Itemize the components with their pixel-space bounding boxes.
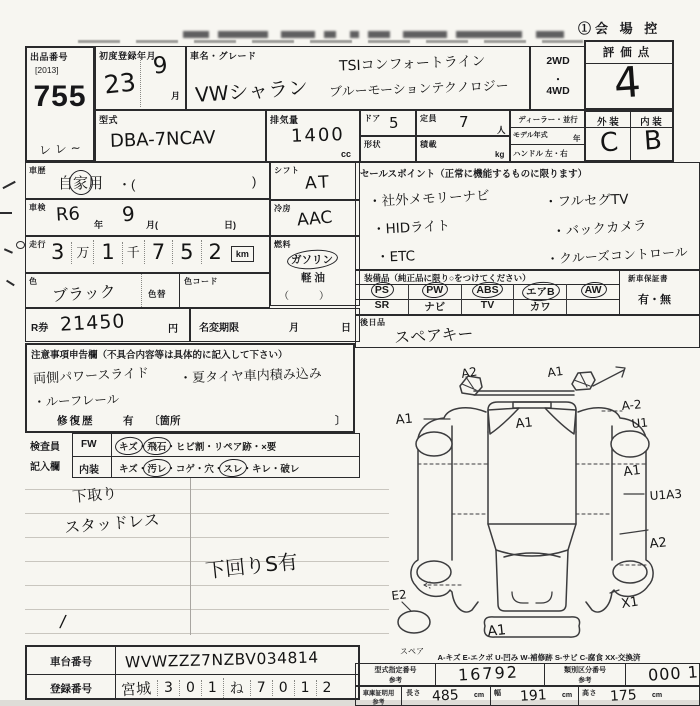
inspection-month: 9 bbox=[121, 201, 136, 227]
mark-rear-right: X1 bbox=[620, 594, 640, 612]
garage-cert-labels: 車庫証明用 参考 bbox=[356, 687, 402, 705]
chassis-value: WVWZZZ7NZBV034814 bbox=[124, 648, 319, 672]
interior-options: キズ・汚レ・コゲ・穴・スレ・キレ・破レ bbox=[119, 461, 299, 475]
color-code-divider bbox=[179, 274, 180, 307]
fuel-box bbox=[270, 236, 360, 306]
notice-box bbox=[25, 343, 355, 433]
venue-copy-label: ①会 場 控 bbox=[578, 21, 662, 36]
garage-cert-table bbox=[355, 686, 700, 706]
mark-spare: E2 bbox=[390, 587, 408, 603]
aircon-box bbox=[270, 200, 360, 236]
model-year-row: モデル年式 bbox=[513, 132, 548, 139]
note-3: 下回りS有 bbox=[204, 549, 299, 583]
stray-pen-mark bbox=[2, 181, 15, 189]
fuel-label: 燃料 bbox=[274, 240, 291, 249]
lot-year-note: [2013] bbox=[35, 65, 59, 75]
sales-item-1: ・社外メモリーナビ bbox=[367, 187, 490, 211]
vehicle-name-box bbox=[186, 46, 530, 110]
score-label: 評価点 bbox=[586, 44, 672, 64]
displacement-unit: cc bbox=[341, 149, 352, 159]
inspection-day-unit: 日) bbox=[224, 220, 236, 230]
registration-label: 登録番号 bbox=[50, 683, 92, 695]
repair-history-close: 〕 bbox=[335, 415, 346, 427]
inspection-era: R6 bbox=[55, 203, 81, 226]
ruled-line bbox=[25, 537, 389, 538]
notice-line-1b: ・夏タイヤ車内積み込み bbox=[178, 366, 323, 387]
shift-box bbox=[270, 162, 360, 200]
length-unit: cm bbox=[474, 692, 485, 699]
notes-divider-line bbox=[190, 478, 191, 635]
ext-int-box bbox=[584, 110, 674, 162]
color-code-label: 色コード bbox=[184, 277, 218, 286]
color-change-label: 色替 bbox=[148, 289, 167, 299]
equipment-row-1: PS PW ABS エアB AW bbox=[356, 284, 619, 299]
score-box bbox=[584, 40, 674, 110]
model-year-unit: 年 bbox=[573, 134, 581, 143]
lot-checkmarks: レ レ ~ bbox=[38, 140, 82, 158]
handle-row: ハンドル 左・右 bbox=[513, 149, 568, 158]
stray-pen-mark bbox=[0, 212, 12, 214]
class-designation-labels: 類別区分番号 参考 bbox=[544, 664, 626, 685]
warranty-label: 新車保証書 bbox=[628, 274, 668, 283]
mark-rear-bumper: A1 bbox=[486, 622, 507, 640]
displacement-box bbox=[266, 110, 360, 162]
first-registration-month-cell bbox=[140, 51, 183, 107]
inspection-year-unit: 年 bbox=[94, 220, 104, 230]
width-unit: cm bbox=[562, 692, 573, 699]
width-value: 191 bbox=[519, 687, 548, 705]
exterior-label: 外 装 bbox=[597, 117, 619, 128]
damage-legend: A-キズ E-エクボ U-凹み W-補修跡 S-サビ C-腐食 XX-交換済 bbox=[437, 653, 641, 662]
shift-label: シフト bbox=[274, 166, 300, 175]
mark-mirror-left: A2 bbox=[460, 364, 479, 381]
r-ticket-label: R券 bbox=[31, 323, 49, 334]
r-ticket-value: 21450 bbox=[59, 310, 126, 336]
chassis-table bbox=[25, 645, 360, 700]
r-ticket-unit: 円 bbox=[168, 324, 178, 335]
displacement-value: 1400 bbox=[290, 124, 346, 147]
repair-history-label: 修復歴 bbox=[57, 415, 95, 427]
mileage-unit: km bbox=[231, 246, 254, 262]
damage-diagram bbox=[388, 364, 700, 658]
month-unit: 月 bbox=[171, 91, 181, 101]
load-unit: kg bbox=[495, 150, 505, 159]
inspector-table bbox=[72, 433, 360, 478]
inspection-month-unit: 月( bbox=[146, 220, 158, 230]
doors-label: ドア bbox=[364, 114, 381, 123]
inspection-box bbox=[25, 199, 270, 236]
mark-mirror-right: A1 bbox=[546, 363, 565, 380]
fuel-paren: （ ） bbox=[279, 291, 329, 302]
stray-pen-mark bbox=[4, 248, 13, 253]
name-change-box bbox=[190, 308, 360, 342]
later-items-label: 後日品 bbox=[360, 318, 386, 327]
designation-table bbox=[355, 663, 700, 686]
length-label: 長さ bbox=[406, 690, 421, 697]
mark-door-right: A1 bbox=[622, 462, 642, 480]
mark-quarter-right: A2 bbox=[648, 535, 668, 552]
lot-number-box bbox=[25, 46, 95, 162]
stray-pen-mark bbox=[6, 280, 14, 286]
first-registration-year: 23 bbox=[102, 67, 138, 100]
name-change-label: 名変期限 bbox=[199, 323, 239, 334]
warranty-value: 有・無 bbox=[638, 294, 671, 306]
inspector-label-1: 検査員 bbox=[30, 442, 60, 453]
ruled-line bbox=[25, 585, 389, 586]
name-change-month: 月 bbox=[289, 323, 299, 334]
history-paren-close: ) bbox=[252, 174, 257, 189]
height-unit: cm bbox=[652, 692, 663, 699]
interior-grade: B bbox=[642, 125, 663, 157]
sales-item-6: ・クルーズコントロール bbox=[545, 245, 689, 268]
model-code-label: 型式 bbox=[99, 115, 119, 125]
fuel-gasoline: ガソリン bbox=[291, 254, 333, 266]
mileage-digits: 3 万 1 千 7 5 2 km bbox=[44, 240, 254, 264]
note-slash: / bbox=[58, 611, 68, 633]
chassis-label: 車台番号 bbox=[50, 656, 92, 668]
exterior-grade: C bbox=[598, 127, 620, 159]
model-code-value: DBA-7NCAV bbox=[109, 127, 216, 152]
color-label: 色 bbox=[29, 277, 38, 286]
fuel-diesel: 軽 油 bbox=[301, 272, 325, 284]
shift-value: AT bbox=[304, 172, 333, 194]
notice-header: 注意事項申告欄（不具合内容等は具体的に記入して下さい） bbox=[31, 350, 288, 361]
doors-box bbox=[360, 110, 416, 136]
shape-box bbox=[360, 136, 416, 162]
shape-label: 形状 bbox=[364, 140, 381, 149]
history-box bbox=[25, 162, 270, 199]
capacity-unit: 人 bbox=[497, 125, 506, 135]
sales-points-box bbox=[355, 162, 700, 270]
equipment-row-2: SR ナビ TV カワ bbox=[356, 299, 619, 314]
inspector-label-2: 記入欄 bbox=[30, 462, 60, 473]
drive-4wd: 4WD bbox=[546, 85, 570, 97]
history-paren-open: ・( bbox=[118, 177, 136, 192]
later-items-value: スペアキー bbox=[393, 323, 474, 348]
sales-item-3: ・HIDライト bbox=[371, 217, 451, 239]
vehicle-name-label: 車名・グレード bbox=[190, 51, 257, 61]
color-value: ブラック bbox=[51, 281, 117, 306]
sales-points-header: セールスポイント（正常に機能するものに限ります） bbox=[360, 169, 588, 180]
drive-2wd: 2WD bbox=[546, 55, 570, 67]
width-label: 幅 bbox=[494, 690, 502, 697]
r-ticket-box bbox=[25, 308, 190, 342]
later-items-box bbox=[355, 315, 700, 348]
capacity-box bbox=[416, 110, 510, 136]
aircon-value: AAC bbox=[296, 207, 334, 231]
ruled-line bbox=[25, 609, 389, 610]
repair-history-value: 有 bbox=[123, 415, 134, 427]
interior-label: 内 装 bbox=[640, 117, 662, 128]
sales-item-2: ・フルセグTV bbox=[543, 191, 629, 211]
vehicle-grade-2: ブルーモーションテクノロジー bbox=[328, 78, 509, 101]
stray-pen-circle bbox=[16, 241, 25, 249]
model-code-box bbox=[95, 110, 266, 162]
repair-history-open: 〔箇所 bbox=[149, 415, 181, 427]
drive-dot: ・ bbox=[553, 75, 563, 86]
doors-value: 5 bbox=[389, 114, 399, 132]
mileage-box bbox=[25, 236, 270, 273]
load-label: 積載 bbox=[420, 140, 437, 149]
note-1: 下取り bbox=[71, 484, 118, 506]
first-registration-label: 初度登録年月 bbox=[99, 51, 157, 61]
interior-row-label: 内装 bbox=[79, 465, 99, 476]
aircon-label: 冷房 bbox=[274, 204, 291, 213]
capacity-value: 7 bbox=[459, 113, 469, 131]
drive-type-box bbox=[530, 46, 586, 110]
displacement-label: 排気量 bbox=[270, 115, 299, 125]
first-registration-month: 9 bbox=[151, 52, 169, 80]
mark-fender-right-b: U1 bbox=[630, 415, 649, 431]
lot-number-value: 755 bbox=[33, 80, 87, 113]
fw-label: FW bbox=[81, 439, 97, 450]
length-value: 485 bbox=[431, 687, 460, 705]
inspection-label: 車検 bbox=[29, 203, 46, 212]
mark-fender-left: A1 bbox=[395, 411, 414, 428]
class-designation-value: 000 1 bbox=[647, 662, 700, 685]
vehicle-grade-1: TSIコンフォートライン bbox=[338, 53, 486, 75]
sales-item-5: ・ETC bbox=[375, 248, 416, 266]
mark-fender-right-a: A-2 bbox=[621, 397, 643, 413]
dealer-column bbox=[510, 110, 586, 162]
score-value: 4 bbox=[612, 57, 643, 108]
history-label: 車歴 bbox=[29, 166, 46, 175]
fw-options: キズ・飛石・ヒビ割・リペア跡・×要 bbox=[119, 439, 276, 453]
spare-label: スペア bbox=[400, 647, 424, 656]
equipment-header: 装備品（純正品に限り○をつけてください） bbox=[364, 273, 531, 283]
equipment-box bbox=[355, 270, 700, 315]
capacity-label: 定員 bbox=[420, 114, 437, 123]
height-value: 175 bbox=[609, 687, 638, 705]
note-2: スタッドレス bbox=[63, 509, 161, 538]
height-label: 高さ bbox=[582, 690, 597, 697]
sales-item-4: ・バックカメラ bbox=[551, 217, 648, 241]
load-box bbox=[416, 136, 510, 162]
type-designation-labels: 型式指定番号 参考 bbox=[356, 664, 436, 685]
name-change-day: 日 bbox=[341, 323, 351, 334]
notice-line-1: 両側パワースライド bbox=[32, 365, 150, 388]
dealer-row: ディーラー・並行 bbox=[518, 115, 578, 124]
lot-number-label: 出品番号 bbox=[30, 52, 69, 62]
notice-line-2: ・ルーフレール bbox=[32, 391, 120, 410]
type-designation-value: 16792 bbox=[457, 662, 520, 685]
mark-rocker-right: U1A3 bbox=[649, 486, 683, 503]
faded-border-line bbox=[78, 40, 583, 43]
vehicle-name-value: VWシャラン bbox=[194, 75, 309, 107]
color-box bbox=[25, 273, 270, 308]
history-value: 自家用 bbox=[58, 174, 104, 192]
mark-hood: A1 bbox=[514, 415, 534, 432]
mileage-label: 走行 bbox=[29, 240, 46, 249]
ruled-line bbox=[25, 633, 389, 634]
registration-value: 宮城 3 0 1 ね 7 0 1 2 bbox=[121, 676, 337, 700]
color-divider bbox=[141, 274, 142, 307]
registration-region: 宮城 bbox=[120, 678, 152, 699]
first-registration-box bbox=[95, 46, 186, 110]
